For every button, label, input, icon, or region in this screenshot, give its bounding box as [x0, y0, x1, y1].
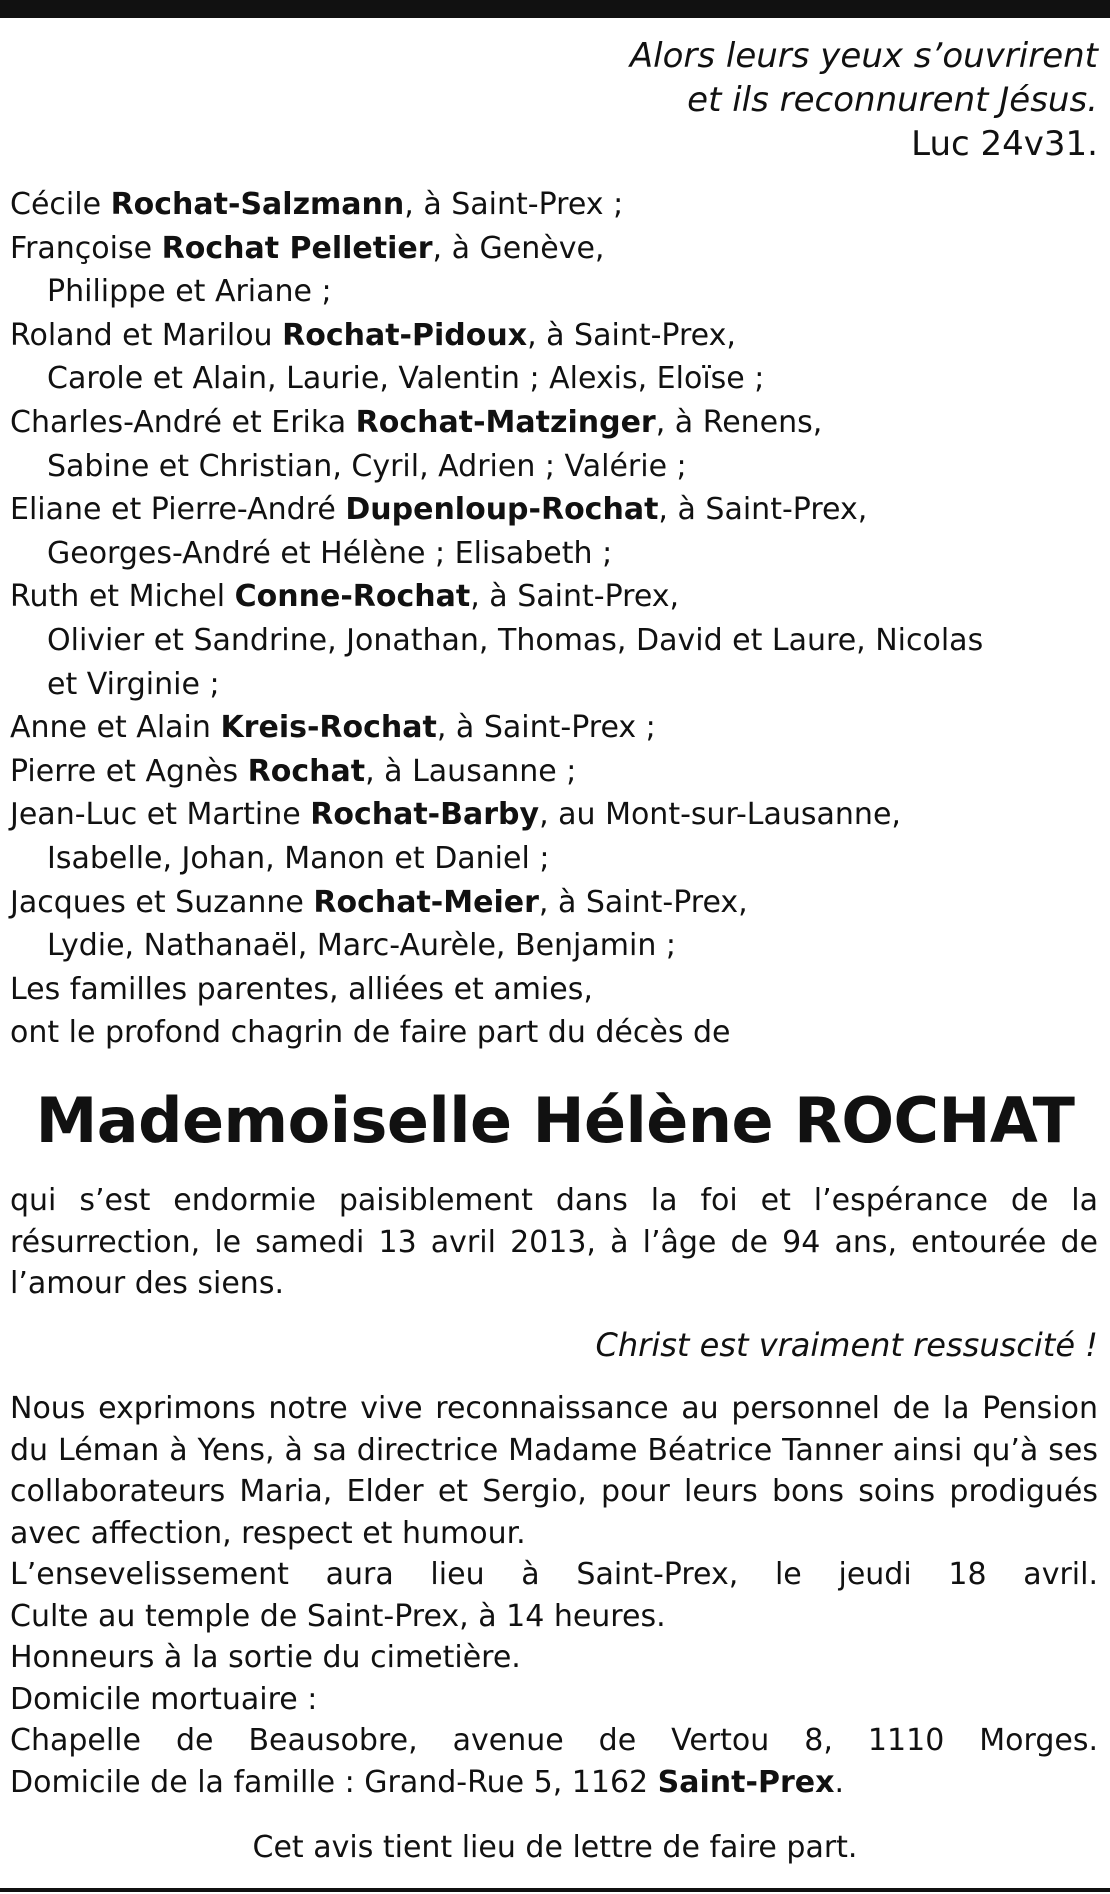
closing-note: Cet avis tient lieu de lettre de faire part.: [252, 1830, 858, 1865]
family-detail-line: [10, 270, 1100, 314]
family-text: , à Lausanne ;: [365, 753, 577, 789]
family-text: Les familles parentes, alliées et amies,: [10, 971, 593, 1007]
family-detail-text: Olivier et Sandrine, Jonathan, Thomas, David et Laure, Nicolas: [47, 622, 984, 658]
family-detail-line: [10, 837, 1100, 881]
mortuary-label: Domicile mortuaire :: [10, 1681, 318, 1717]
family-detail-line: [10, 663, 1100, 707]
family-text: Roland et Marilou: [10, 317, 283, 353]
family-line: [10, 706, 1100, 750]
family-detail-text: Isabelle, Johan, Manon et Daniel ;: [47, 840, 550, 876]
family-line: [10, 401, 1100, 445]
family-detail-text: et Virginie ;: [47, 666, 220, 702]
family-detail-line: [10, 357, 1100, 401]
family-line: [10, 227, 1100, 271]
family-detail-text: Philippe et Ariane ;: [47, 274, 332, 310]
family-text: , à Saint-Prex ;: [436, 710, 656, 746]
family-surname: Rochat Pelletier: [161, 230, 433, 266]
family-line: [10, 314, 1100, 358]
family-text: Anne et Alain: [10, 710, 221, 746]
family-address-text: Domicile de la famille : Grand-Rue 5, 1162: [10, 1764, 658, 1800]
burial-line: L’ensevelissement aura lieu à Saint-Prex, le jeudi 18 avril.: [10, 1557, 1098, 1592]
family-list: [10, 183, 1100, 1055]
family-address-town: Saint-Prex: [657, 1764, 835, 1800]
service-line: Culte au temple de Saint-Prex, à 14 heures.: [10, 1598, 666, 1634]
family-line: [10, 183, 1100, 227]
mortuary-address: Chapelle de Beausobre, avenue de Vertou 8, 1110 Morges.: [10, 1723, 1098, 1758]
family-surname: Rochat-Barby: [310, 797, 540, 833]
family-text: Charles-André et Erika: [10, 404, 356, 440]
family-line: [10, 488, 1100, 532]
family-line: [10, 793, 1100, 837]
family-text: Françoise: [10, 230, 162, 266]
family-surname: Dupenloup-Rochat: [345, 492, 659, 528]
family-surname: Rochat: [247, 753, 366, 789]
family-detail-line: [10, 619, 1100, 663]
closing-verse: Christ est vraiment ressuscité !: [595, 1326, 1098, 1364]
passing-paragraph: qui s’est endormie paisiblement dans la foi et l’espérance de la résurrection, le samedi 13 avril 2013, à l’âge de 94 ans, entourée de l’amour des siens.: [10, 1183, 1098, 1301]
family-surname: Kreis-Rochat: [220, 710, 437, 746]
family-line: [10, 1011, 1100, 1055]
family-text: , à Saint-Prex,: [470, 579, 680, 615]
family-surname: Rochat-Salzmann: [110, 187, 405, 222]
family-address-end: .: [834, 1764, 844, 1800]
family-address: [10, 1762, 1098, 1804]
family-surname: Conne-Rochat: [234, 579, 471, 615]
family-surname: Rochat-Pidoux: [282, 317, 528, 353]
verse-reference: Luc 24v31.: [911, 124, 1098, 164]
family-text: , à Saint-Prex,: [538, 884, 748, 920]
family-text: Ruth et Michel: [10, 579, 235, 615]
family-surname: Rochat-Meier: [313, 884, 539, 920]
honours-line: Honneurs à la sortie du cimetière.: [10, 1640, 521, 1675]
bottom-rule: [0, 1888, 1110, 1892]
family-text: , à Saint-Prex ;: [404, 187, 624, 222]
family-text: Cécile: [10, 187, 111, 222]
thanks-paragraph: Nous exprimons notre vive reconnaissance au personnel de la Pension du Léman à Yens, à sa directrice Madame Béatrice Tanner ainsi qu’à ses collaborateurs Maria, Elder et Sergio, pour leurs bons soins prodigués avec affection, respect et humour.: [10, 1391, 1098, 1551]
family-text: , à Saint-Prex,: [527, 317, 736, 353]
family-text: Jacques et Suzanne: [10, 884, 314, 920]
family-detail-text: Carole et Alain, Laurie, Valentin ; Alexis, Eloïse ;: [47, 361, 765, 397]
family-detail-text: Sabine et Christian, Cyril, Adrien ; Valérie ;: [47, 448, 687, 484]
family-text: , à Renens,: [655, 404, 823, 440]
verse-line-1: Alors leurs yeux s’ouvrirent: [629, 36, 1098, 76]
family-text: Pierre et Agnès: [10, 753, 248, 789]
family-text: , à Genève,: [432, 230, 605, 266]
scripture-quote: [630, 34, 1098, 166]
family-detail-line: [10, 924, 1100, 968]
top-rule: [0, 0, 1110, 18]
family-text: , au Mont-sur-Lausanne,: [539, 797, 901, 833]
family-text: Jean-Luc et Martine: [10, 797, 311, 833]
family-text: , à Saint-Prex,: [658, 492, 868, 528]
family-line: [10, 750, 1100, 794]
family-detail-line: [10, 532, 1100, 576]
family-line: [10, 575, 1100, 619]
family-line: [10, 968, 1100, 1012]
family-surname: Rochat-Matzinger: [355, 404, 656, 440]
family-detail-text: Lydie, Nathanaël, Marc-Aurèle, Benjamin ;: [47, 928, 676, 964]
family-text: ont le profond chagrin de faire part du décès de: [10, 1015, 731, 1051]
service-details: [10, 1388, 1098, 1803]
deceased-name: Mademoiselle Hélène ROCHAT: [35, 1084, 1075, 1157]
family-text: Eliane et Pierre-André: [10, 492, 346, 528]
family-line: [10, 881, 1100, 925]
family-detail-line: [10, 445, 1100, 489]
verse-line-2: et ils reconnurent Jésus.: [687, 80, 1098, 120]
family-detail-text: Georges-André et Hélène ; Elisabeth ;: [47, 535, 613, 571]
